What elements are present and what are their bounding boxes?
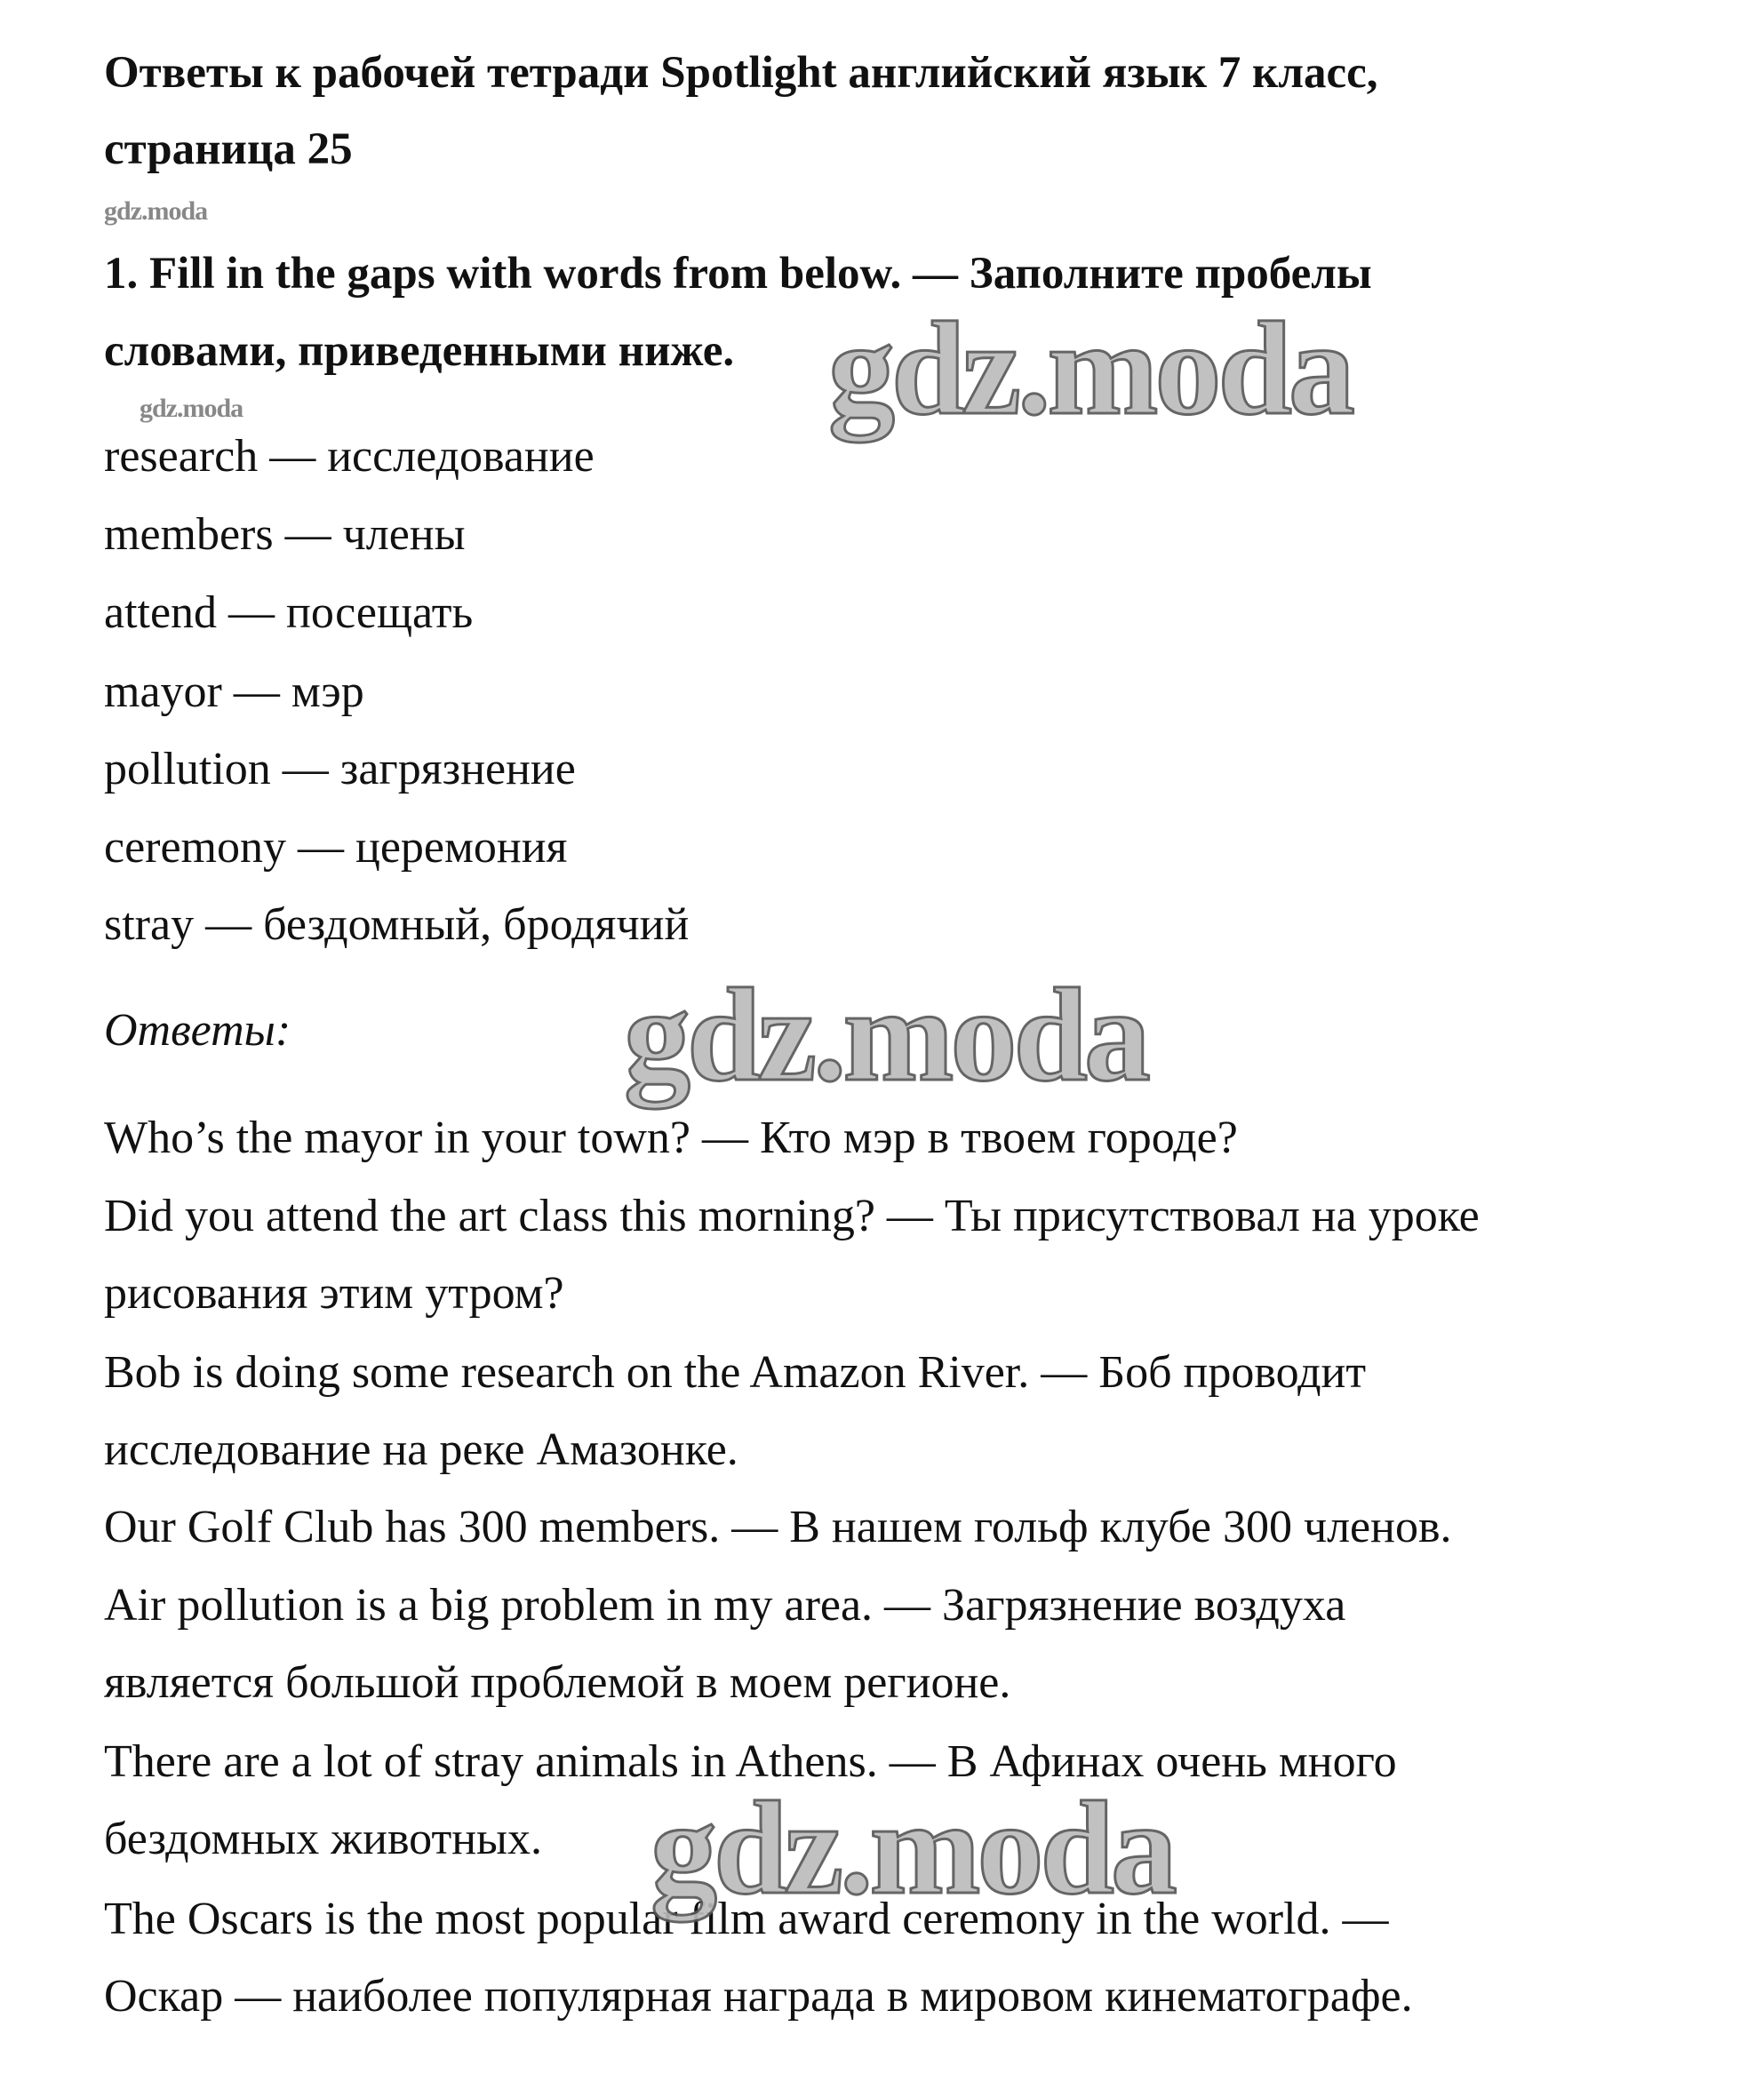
vocab-item: members — члены	[104, 509, 466, 560]
task-heading-line-1: 1. Fill in the gaps with words from below. — Заполните пробелы	[104, 249, 1372, 299]
answer-line: рисования этим утром?	[104, 1268, 564, 1319]
answer-line: бездомных животных.	[104, 1814, 542, 1864]
task-heading-line-2: словами, приведенными ниже.	[104, 326, 735, 376]
answer-line: Bob is doing some research on the Amazon River. — Боб проводит	[104, 1347, 1367, 1398]
watermark-large: gdz.moda	[651, 1775, 1174, 1922]
watermark-small: gdz.moda	[104, 196, 208, 226]
vocab-item: ceremony — церемония	[104, 822, 568, 873]
vocab-item: research — исследование	[104, 431, 595, 482]
answer-line: Our Golf Club has 300 members. — В нашем гольф клубе 300 членов.	[104, 1502, 1452, 1552]
answer-line: The Oscars is the most popular film award ceremony in the world. —	[104, 1894, 1389, 1944]
vocab-item: pollution — загрязнение	[104, 744, 576, 794]
watermark-large: gdz.moda	[624, 961, 1147, 1109]
answer-line: There are a lot of stray animals in Athens. — В Афинах очень много	[104, 1736, 1397, 1787]
answer-line: Who’s the mayor in your town? — Кто мэр в твоем городе?	[104, 1113, 1238, 1163]
watermark-large: gdz.moda	[828, 295, 1352, 443]
vocab-item: mayor — мэр	[104, 666, 364, 717]
answer-line: исследование на реке Амазонке.	[104, 1424, 738, 1475]
vocab-item: stray — бездомный, бродячий	[104, 899, 690, 950]
page-title-line-1: Ответы к рабочей тетради Spotlight английский язык 7 класс,	[104, 48, 1378, 98]
answer-line: Air pollution is a big problem in my area. — Загрязнение воздуха	[104, 1580, 1346, 1631]
answers-label: Ответы:	[104, 1005, 291, 1056]
answer-line: Оскар — наиболее популярная награда в мировом кинематографе.	[104, 1971, 1413, 2022]
vocab-item: attend — посещать	[104, 587, 474, 638]
watermark-small: gdz.moda	[140, 394, 243, 423]
answer-line: является большой проблемой в моем регионе.	[104, 1657, 1011, 1708]
answer-line: Did you attend the art class this morning? — Ты присутствовал на уроке	[104, 1191, 1480, 1241]
page-title-line-2: страница 25	[104, 124, 353, 174]
